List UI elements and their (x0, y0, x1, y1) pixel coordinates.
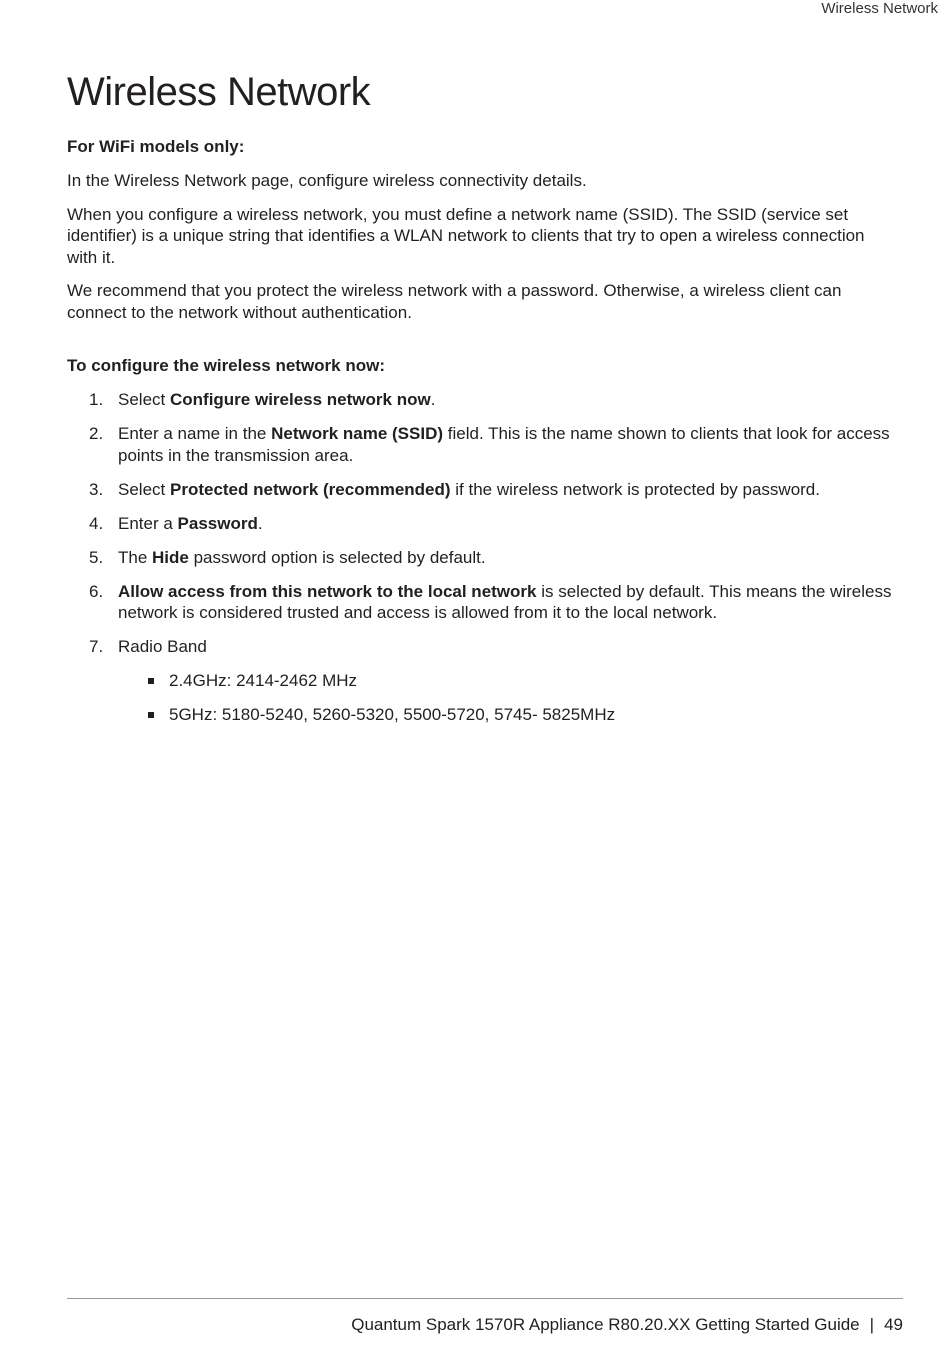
step-ui-term: Configure wireless network now (169, 390, 431, 409)
step-number: 6. (89, 581, 104, 601)
bullet-square-icon (148, 678, 154, 684)
step-number: 1. (89, 390, 104, 409)
step-text: Select (118, 479, 170, 499)
bullet-square-icon (148, 712, 154, 718)
page-number: 49 (884, 1315, 903, 1334)
radio-band-item (118, 670, 897, 692)
page-title: Wireless Network (67, 70, 371, 114)
step-text: field. This is the name shown to clients that look for access points in the transmission area. (118, 424, 890, 465)
procedure-heading: To configure the wireless network now: (67, 356, 386, 375)
intro-heading: For WiFi models only: (67, 137, 245, 156)
step-ui-term: Protected network (recommended) (169, 479, 451, 499)
step-1 (67, 389, 897, 411)
step-text: if the wireless network is protected by password. (450, 479, 820, 499)
step-text: Select (118, 390, 170, 409)
radio-band-text: 5GHz: 5180-5240, 5260-5320, 5500-5720, 5745- 5825MHz (169, 704, 616, 724)
step-number: 2. (89, 424, 104, 443)
step-ui-term: Hide (152, 547, 189, 567)
step-number: 7. (89, 637, 104, 656)
step-text: is selected by default. This means the wireless network is considered trusted and access is allowed from it to the local network. (118, 581, 892, 622)
step-7 (67, 636, 897, 725)
radio-band-list (118, 670, 897, 726)
step-number: 4. (89, 513, 104, 533)
page-footer (351, 1315, 903, 1335)
step-ui-term: Allow access from this network to the local network (118, 581, 537, 601)
page-content (67, 60, 897, 738)
paragraph-3: We recommend that you protect the wireless network with a password. Otherwise, a wireless client can connect to the network without authentication. (67, 281, 842, 322)
step-6 (67, 581, 897, 624)
step-text: . (430, 390, 436, 409)
steps-list (67, 389, 897, 725)
step-ui-term: Password (177, 513, 258, 533)
step-4 (67, 513, 897, 535)
step-number: 5. (89, 547, 104, 567)
running-header: Wireless Network (821, 0, 938, 17)
step-ui-term: Network name (SSID) (271, 424, 444, 443)
radio-band-text: 2.4GHz: 2414-2462 MHz (169, 670, 358, 690)
step-text: Radio Band (118, 637, 207, 656)
step-number: 3. (89, 479, 104, 499)
footer-separator: | (869, 1315, 875, 1334)
step-text: . (257, 513, 263, 533)
step-text: password option is selected by default. (188, 547, 486, 567)
footer-guide-title: Quantum Spark 1570R Appliance R80.20.XX Getting Started Guide (351, 1315, 860, 1334)
step-2 (67, 423, 897, 466)
step-5 (67, 547, 897, 569)
footer-divider (67, 1298, 903, 1299)
step-3 (67, 479, 897, 501)
paragraph-2: When you configure a wireless network, you must define a network name (SSID). The SSID (service set identifier) is a unique string that identifies a WLAN network to clients that try to open a wireless connection with it. (67, 204, 865, 267)
step-text: Enter a name in the (118, 424, 272, 443)
radio-band-item (118, 704, 897, 726)
step-text: Enter a (118, 513, 178, 533)
step-text: The (118, 547, 153, 567)
paragraph-1: In the Wireless Network page, configure wireless connectivity details. (67, 171, 587, 190)
